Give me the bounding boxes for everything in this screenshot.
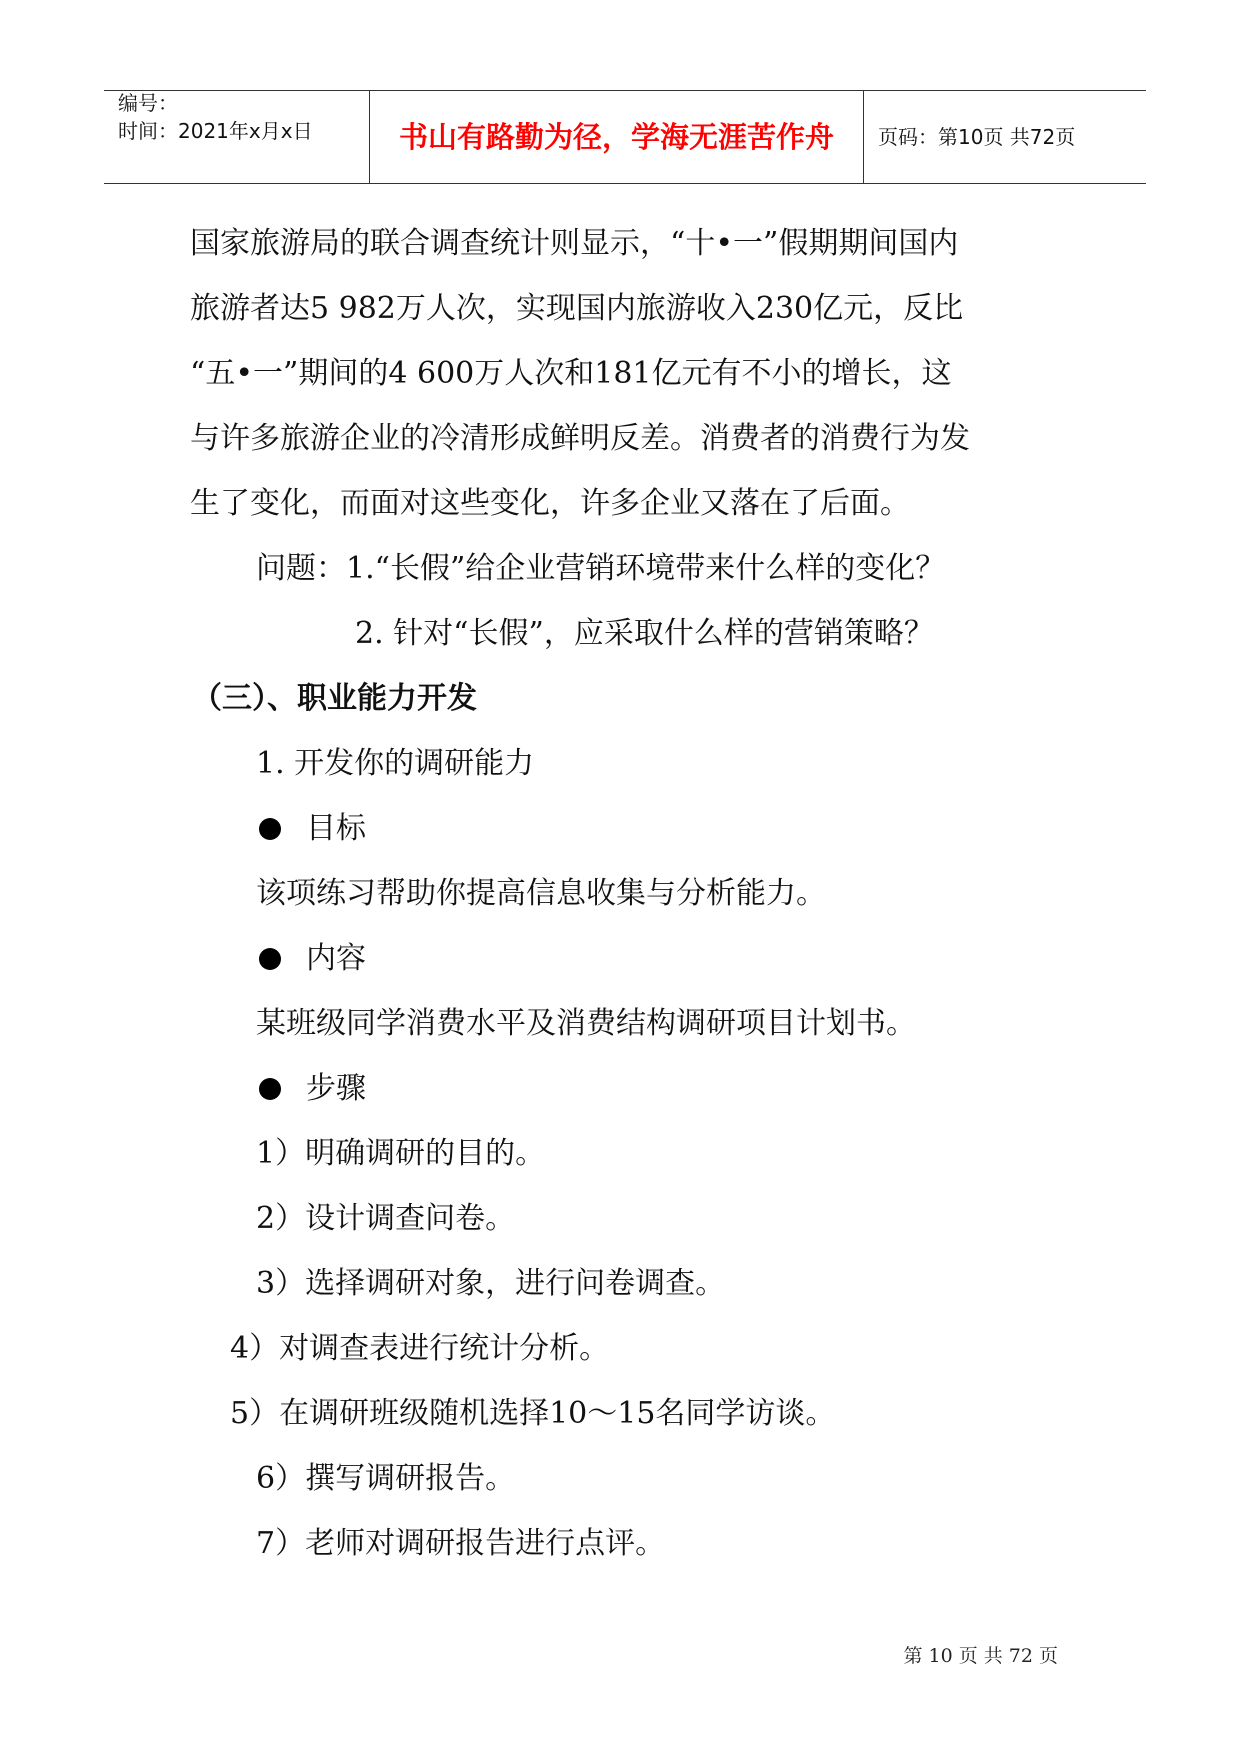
- bullet-steps-label: 步骤: [306, 1071, 366, 1106]
- paragraph-line-2: 旅游者达5 982万人次，实现国内旅游收入230亿元，反比: [190, 291, 964, 326]
- step-item: 2）设计调查问卷。: [256, 1201, 516, 1236]
- bullet-goal-label: 目标: [306, 811, 366, 846]
- header-left-cell: [104, 91, 368, 183]
- header-right-cell: [864, 91, 1146, 183]
- header-motto: 书山有路勤为径，学海无涯苦作舟: [398, 120, 834, 154]
- bullet-dot-icon: [259, 948, 281, 970]
- step-item: 7）老师对调研报告进行点评。: [256, 1526, 666, 1561]
- step-item: 3）选择调研对象，进行问卷调查。: [256, 1266, 726, 1301]
- time-label: 时间：2021年x月x日: [118, 119, 313, 143]
- step-item: 6）撰写调研报告。: [256, 1461, 516, 1496]
- step-item: 1）明确调研的目的。: [256, 1136, 546, 1171]
- paragraph-line-4: 与许多旅游企业的冷清形成鲜明反差。消费者的消费行为发: [190, 421, 970, 456]
- paragraph-line-1: 国家旅游局的联合调查统计则显示，“十•一”假期期间国内: [190, 226, 959, 261]
- page-header: [104, 90, 1146, 184]
- question-2: 2. 针对“长假”，应采取什么样的营销策略？: [355, 616, 934, 651]
- serial-label: 编号：: [118, 91, 178, 115]
- footer-page-number: 第 10 页 共 72 页: [903, 1645, 1058, 1667]
- question-1: 问题：1.“长假”给企业营销环境带来什么样的变化？: [256, 551, 946, 586]
- step-item: 5）在调研班级随机选择10～15名同学访谈。: [230, 1396, 836, 1431]
- bullet-dot-icon: [259, 1078, 281, 1100]
- header-motto-cell: [369, 91, 864, 183]
- goal-text: 该项练习帮助你提高信息收集与分析能力。: [256, 876, 826, 911]
- section-heading: （三）、职业能力开发: [192, 681, 477, 716]
- paragraph-line-5: 生了变化，而面对这些变化，许多企业又落在了后面。: [190, 486, 910, 521]
- bullet-dot-icon: [259, 818, 281, 840]
- header-page-label: 页码：第10页 共72页: [878, 125, 1076, 149]
- item-1-title: 1. 开发你的调研能力: [256, 746, 535, 781]
- paragraph-line-3: “五•一”期间的4 600万人次和181亿元有不小的增长，这: [190, 356, 952, 391]
- step-item: 4）对调查表进行统计分析。: [230, 1331, 610, 1366]
- bullet-content-label: 内容: [306, 941, 366, 976]
- content-text: 某班级同学消费水平及消费结构调研项目计划书。: [256, 1006, 916, 1041]
